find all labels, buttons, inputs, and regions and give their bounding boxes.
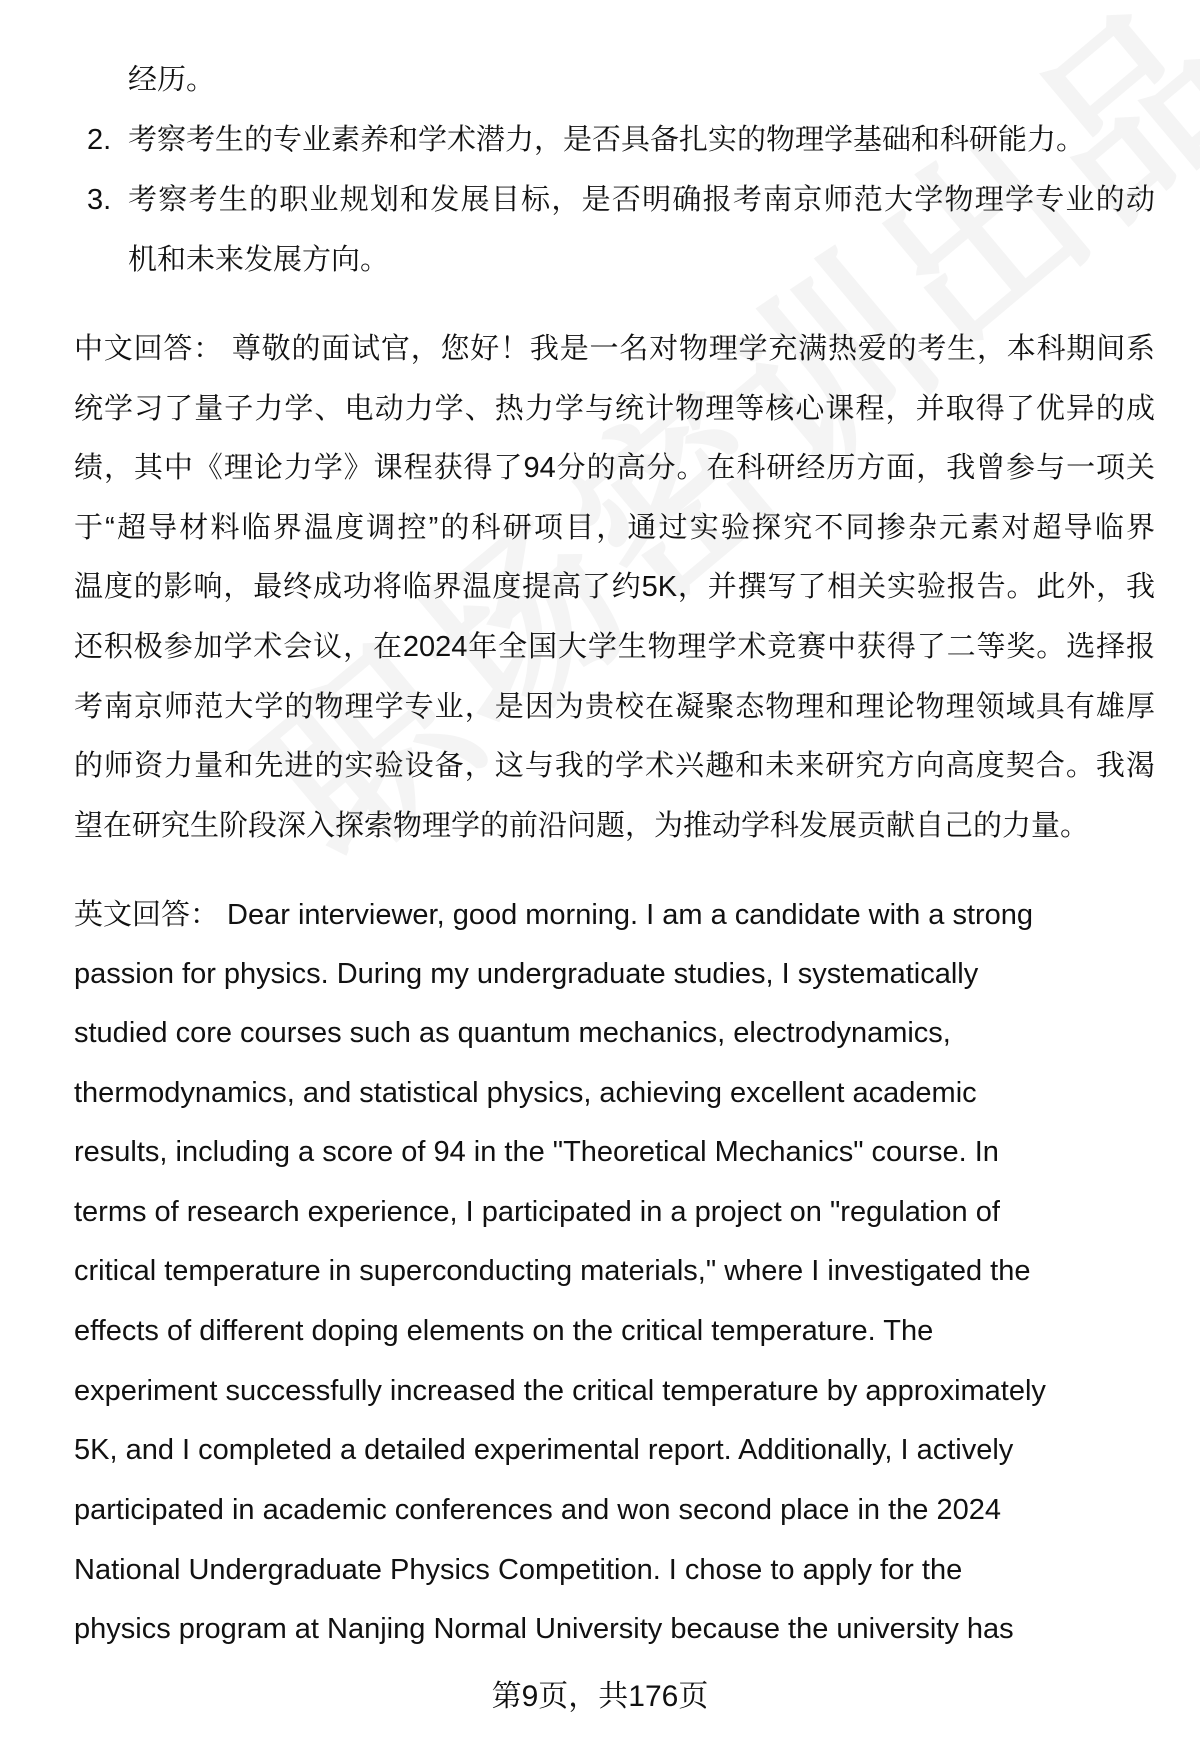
english-answer-line: effects of different doping elements on the critical temperature. The — [74, 1315, 934, 1347]
list-item-line: 机和未来发展方向。 — [128, 244, 390, 276]
page-number: 第9页，共176页 — [491, 1680, 709, 1713]
chinese-answer-line: 的师资力量和先进的实验设备，这与我的学术兴趣和未来研究方向高度契合。我渴 — [74, 750, 1155, 782]
chinese-answer-line: 统学习了量子力学、电动力学、热力学与统计物理等核心课程，并取得了优异的成 — [74, 393, 1155, 425]
english-answer-line: passion for physics. During my undergraduate studies, I systematically — [74, 958, 979, 990]
chinese-answer-line: 中文回答： 尊敬的面试官，您好！我是一名对物理学充满热爱的考生，本科期间系 — [74, 333, 1155, 365]
english-answer-line: National Undergraduate Physics Competition. I chose to apply for the — [74, 1554, 963, 1586]
chinese-answer-line: 于“超导材料临界温度调控”的科研项目，通过实验探究不同掺杂元素对超导临界 — [74, 512, 1155, 544]
english-answer-line: results, including a score of 94 in the "Theoretical Mechanics" course. In — [74, 1136, 999, 1168]
english-answer-line: 5K, and I completed a detailed experimental report. Additionally, I actively — [74, 1434, 1014, 1466]
chinese-answer-line: 还积极参加学术会议，在2024年全国大学生物理学术竞赛中获得了二等奖。选择报 — [74, 631, 1155, 663]
english-answer-line: critical temperature in superconducting materials," where I investigated the — [74, 1255, 1031, 1287]
english-answer-line: thermodynamics, and statistical physics, achieving excellent academic — [74, 1077, 977, 1109]
list-item-line: 考察考生的专业素养和学术潜力，是否具备扎实的物理学基础和科研能力。 — [128, 124, 1086, 156]
list-number: 3. — [87, 184, 112, 216]
list-item-line: 考察考生的职业规划和发展目标，是否明确报考南京师范大学物理学专业的动 — [128, 184, 1155, 216]
english-answer-line: participated in academic conferences and won second place in the 2024 — [74, 1494, 1001, 1526]
english-answer-line: studied core courses such as quantum mechanics, electrodynamics, — [74, 1017, 951, 1049]
list-item-line: 经历。 — [128, 64, 216, 96]
list-number: 2. — [87, 124, 112, 156]
chinese-answer-line: 温度的影响，最终成功将临界温度提高了约5K，并撰写了相关实验报告。此外，我 — [74, 571, 1155, 603]
chinese-answer-line: 望在研究生阶段深入探索物理学的前沿问题，为推动学科发展贡献自己的力量。 — [74, 810, 1090, 842]
english-answer-line: physics program at Nanjing Normal University because the university has — [74, 1613, 1014, 1645]
english-answer-line: experiment successfully increased the critical temperature by approximately — [74, 1375, 1046, 1407]
english-answer-line: 英文回答： Dear interviewer, good morning. I am a candidate with a strong — [74, 899, 1034, 931]
chinese-answer-line: 绩，其中《理论力学》课程获得了94分的高分。在科研经历方面，我曾参与一项关 — [74, 452, 1155, 484]
english-answer-line: terms of research experience, I participated in a project on "regulation of — [74, 1196, 1000, 1228]
chinese-answer-line: 考南京师范大学的物理学专业，是因为贵校在凝聚态物理和理论物理领域具有雄厚 — [74, 691, 1155, 723]
